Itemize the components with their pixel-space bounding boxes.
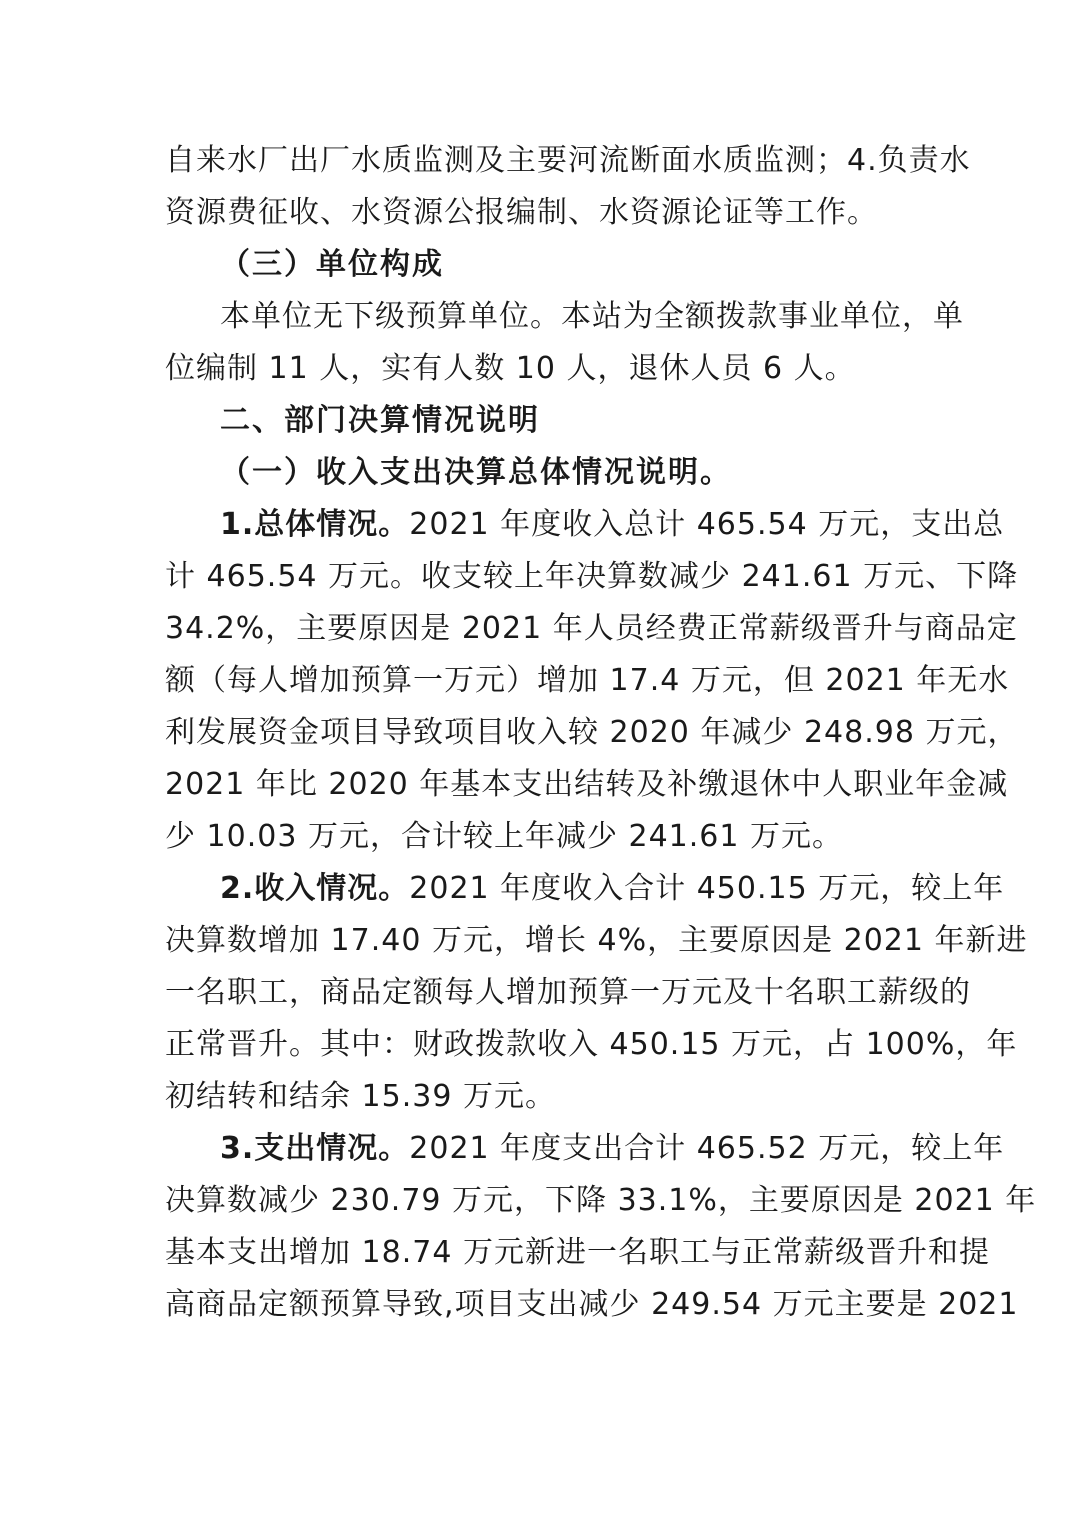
- section-heading-department-accounts: 二、部门决算情况说明: [220, 403, 540, 438]
- paragraph-line: [220, 505, 1005, 545]
- paragraph-line: 2021 年比 2020 年基本支出结转及补缴退休中人职业年金减: [165, 767, 1009, 802]
- paragraph-line: 正常晋升。其中：财政拨款收入 450.15 万元，占 100%，年: [165, 1027, 1018, 1062]
- paragraph-lead-expenditure: 3.支出情况。: [220, 1131, 410, 1166]
- paragraph-line: 初结转和结余 15.39 万元。: [165, 1079, 556, 1114]
- paragraph-line: 额（每人增加预算一万元）增加 17.4 万元，但 2021 年无水: [165, 663, 1010, 698]
- paragraph-line: 高商品定额预算导致,项目支出减少 249.54 万元主要是 2021: [165, 1287, 1019, 1322]
- paragraph-line: 计 465.54 万元。收支较上年决算数减少 241.61 万元、下降: [165, 559, 1019, 594]
- paragraph-line: 位编制 11 人，实有人数 10 人，退休人员 6 人。: [165, 351, 856, 386]
- paragraph-line: 自来水厂出厂水质监测及主要河流断面水质监测；4.负责水: [165, 143, 971, 178]
- paragraph-line: 34.2%，主要原因是 2021 年人员经费正常薪级晋升与商品定: [165, 611, 1018, 646]
- paragraph-line: 基本支出增加 18.74 万元新进一名职工与正常薪级晋升和提: [165, 1235, 990, 1270]
- paragraph-line: 决算数减少 230.79 万元，下降 33.1%，主要原因是 2021 年: [165, 1183, 1037, 1218]
- paragraph-lead-income: 2.收入情况。: [220, 871, 410, 906]
- paragraph-line: [220, 1129, 1005, 1169]
- section-heading-income-expenditure: （一）收入支出决算总体情况说明。: [220, 455, 732, 490]
- paragraph-line: 决算数增加 17.40 万元，增长 4%，主要原因是 2021 年新进: [165, 923, 1028, 958]
- paragraph-line: 利发展资金项目导致项目收入较 2020 年减少 248.98 万元，: [165, 715, 1019, 750]
- section-heading-unit-composition: （三）单位构成: [220, 247, 444, 282]
- paragraph-line: 本单位无下级预算单位。本站为全额拨款事业单位，单: [220, 299, 964, 334]
- paragraph-lead-overall: 1.总体情况。: [220, 507, 410, 542]
- paragraph-text: 2021 年度收入总计 465.54 万元，支出总: [409, 507, 1005, 542]
- paragraph-text: 2021 年度支出合计 465.52 万元，较上年: [409, 1131, 1005, 1166]
- paragraph-line: 资源费征收、水资源公报编制、水资源论证等工作。: [165, 195, 878, 230]
- paragraph-text: 2021 年度收入合计 450.15 万元，较上年: [409, 871, 1005, 906]
- paragraph-line: 少 10.03 万元，合计较上年减少 241.61 万元。: [165, 819, 843, 854]
- paragraph-line: [220, 869, 1005, 909]
- paragraph-line: 一名职工，商品定额每人增加预算一万元及十名职工薪级的: [165, 975, 971, 1010]
